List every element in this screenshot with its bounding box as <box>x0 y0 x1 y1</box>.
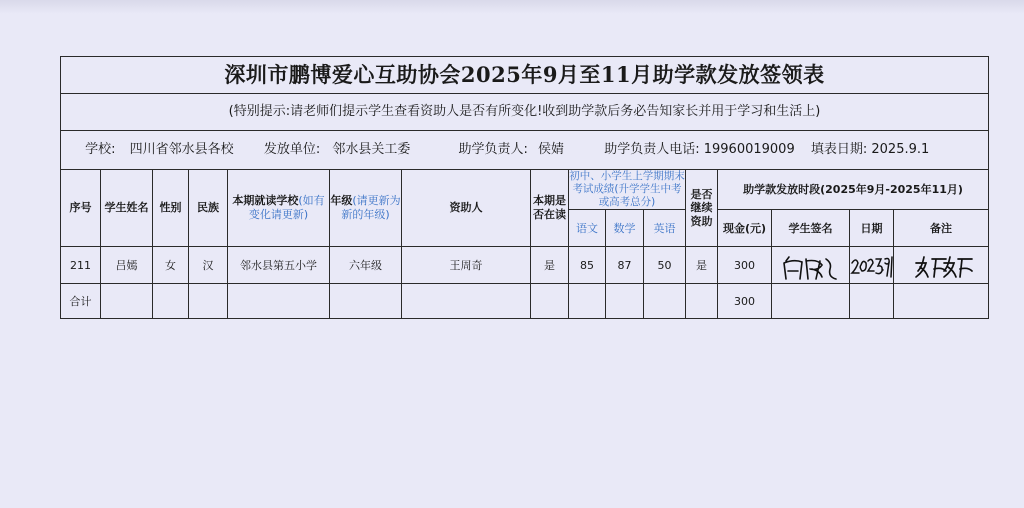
cell-name: 吕嫣 <box>101 247 153 284</box>
header-gender: 性别 <box>153 170 189 247</box>
cell-cash: 300 <box>718 247 772 284</box>
header-period: 助学款发放时段(2025年9月-2025年11月) <box>718 170 989 210</box>
total-empty-cell <box>606 284 644 319</box>
handwritten-signature-image <box>772 247 850 283</box>
school-value: 四川省邻水县各校 <box>129 141 234 157</box>
total-cash: 300 <box>718 284 772 319</box>
total-empty-cell <box>228 284 330 319</box>
header-student-name: 学生姓名 <box>101 170 153 247</box>
header-cash: 现金(元) <box>718 210 772 247</box>
form-title: 深圳市鹏博爱心互助协会2025年9月至11月助学款发放签领表 <box>61 57 989 94</box>
form-info-row <box>61 131 989 170</box>
table-row <box>61 247 989 284</box>
handwritten-date-image <box>850 247 894 283</box>
cell-math: 87 <box>606 247 644 284</box>
cell-sponsor: 王周奇 <box>402 247 531 284</box>
header-grade-main: 年级 <box>330 194 353 208</box>
handwritten-remark-image <box>894 247 989 283</box>
header-sponsor: 资助人 <box>402 170 531 247</box>
total-empty-cell <box>644 284 686 319</box>
school-label: 学校: <box>85 141 116 157</box>
total-empty-cell <box>772 284 850 319</box>
header-enrolled: 本期是否在读 <box>531 170 569 247</box>
cell-seq: 211 <box>61 247 101 284</box>
phone-value: 19960019009 <box>703 141 795 157</box>
total-empty-cell <box>686 284 718 319</box>
total-empty-cell <box>894 284 989 319</box>
scan-shadow-edge <box>0 0 1024 14</box>
header-chinese: 语文 <box>569 210 606 247</box>
total-empty-cell <box>101 284 153 319</box>
special-notice: (特别提示:请老师们提示学生查看资助人是否有所变化!收到助学款后务必告知家长并用于学习和生活上) <box>61 94 989 131</box>
cell-gender: 女 <box>153 247 189 284</box>
header-grade <box>330 170 402 247</box>
header-school <box>228 170 330 247</box>
header-school-note: (如有变化请更新) <box>248 194 325 222</box>
total-empty-cell <box>153 284 189 319</box>
cell-enrolled: 是 <box>531 247 569 284</box>
phone-label: 助学负责人电话: <box>604 141 700 157</box>
header-date: 日期 <box>850 210 894 247</box>
cell-english: 50 <box>644 247 686 284</box>
total-empty-cell <box>569 284 606 319</box>
header-school-main: 本期就读学校 <box>232 194 299 208</box>
total-empty-cell <box>850 284 894 319</box>
total-empty-cell <box>330 284 402 319</box>
header-math: 数学 <box>606 210 644 247</box>
cell-school: 邻水县第五小学 <box>228 247 330 284</box>
total-row <box>61 284 989 319</box>
header-scores-group: 初中、小学生上学期期末考试成绩(升学学生中考或高考总分) <box>569 170 685 209</box>
issuer-label: 发放单位: <box>263 141 321 157</box>
cell-grade: 六年级 <box>330 247 402 284</box>
cell-ethnicity: 汉 <box>189 247 228 284</box>
stipend-signoff-table <box>60 56 989 319</box>
contact-label: 助学负责人: <box>458 141 528 157</box>
contact-value: 侯婧 <box>538 141 565 157</box>
total-label: 合计 <box>61 284 101 319</box>
header-ethnicity: 民族 <box>189 170 228 247</box>
header-english: 英语 <box>644 210 686 247</box>
date-label: 填表日期: <box>810 141 868 157</box>
header-continue: 是否继续资助 <box>686 170 718 247</box>
total-empty-cell <box>189 284 228 319</box>
handwritten-date <box>850 247 894 284</box>
cell-chinese: 85 <box>569 247 606 284</box>
header-signature: 学生签名 <box>772 210 850 247</box>
header-seq: 序号 <box>61 170 101 247</box>
header-grade-note: (请更新为新的年级) <box>341 194 401 222</box>
handwritten-signature <box>772 247 850 284</box>
date-value: 2025.9.1 <box>871 141 930 157</box>
header-remark: 备注 <box>894 210 989 247</box>
total-empty-cell <box>531 284 569 319</box>
issuer-value: 邻水县关工委 <box>332 141 411 157</box>
total-empty-cell <box>402 284 531 319</box>
handwritten-remark <box>894 247 989 284</box>
cell-continue: 是 <box>686 247 718 284</box>
